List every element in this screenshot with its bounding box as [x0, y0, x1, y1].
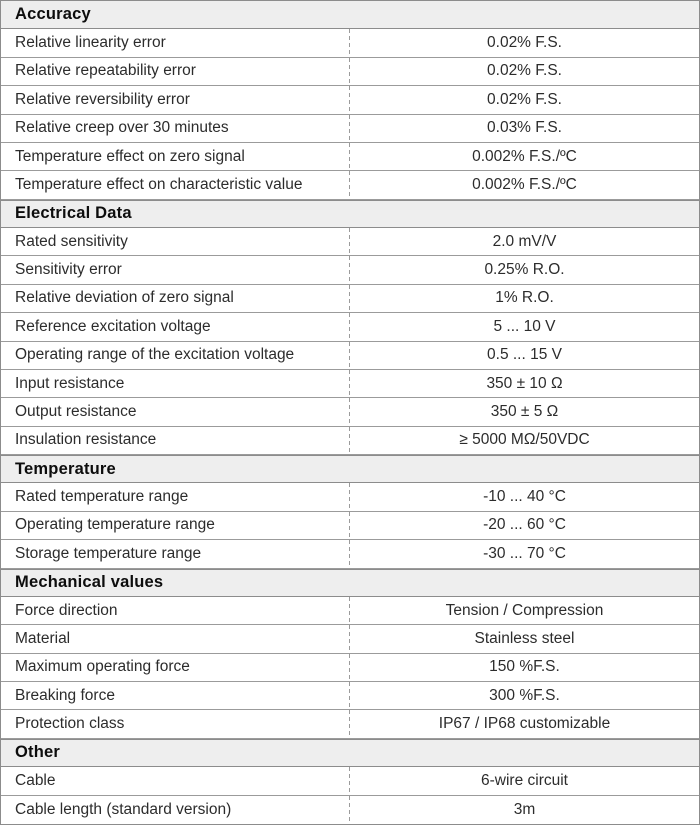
spec-label: Operating temperature range — [1, 512, 350, 539]
spec-value: 0.02% F.S. — [487, 34, 562, 52]
spec-row-relative-deviation-of-zero-signal — [1, 285, 699, 313]
spec-section-other — [1, 739, 699, 824]
section-title: Other — [15, 743, 61, 762]
spec-label: Rated temperature range — [1, 483, 350, 510]
spec-row-operating-range-of-the-excitation-voltage — [1, 342, 699, 370]
spec-value: 0.002% F.S./ºC — [472, 175, 577, 193]
spec-label: Cable length (standard version) — [1, 796, 350, 824]
section-header-mechanical-values — [1, 569, 699, 597]
section-header-temperature — [1, 455, 699, 483]
spec-label: Temperature effect on zero signal — [1, 143, 350, 170]
spec-row-insulation-resistance — [1, 427, 699, 455]
section-title: Electrical Data — [15, 204, 132, 223]
spec-section-electrical-data — [1, 200, 699, 455]
spec-label: Maximum operating force — [1, 654, 350, 681]
spec-value: 0.25% R.O. — [484, 261, 565, 279]
spec-value: IP67 / IP68 customizable — [438, 715, 611, 733]
spec-label: Force direction — [1, 597, 350, 624]
spec-label: Material — [1, 625, 350, 652]
spec-value: 3m — [513, 800, 536, 818]
spec-row-cable-length-standard-version — [1, 796, 699, 824]
spec-value: 5 ... 10 V — [493, 317, 556, 335]
spec-row-reference-excitation-voltage — [1, 313, 699, 341]
spec-label: Relative repeatability error — [1, 58, 350, 85]
spec-label: Storage temperature range — [1, 540, 350, 567]
section-title: Temperature — [15, 459, 116, 478]
spec-value: -20 ... 60 °C — [483, 516, 566, 534]
spec-label: Sensitivity error — [1, 256, 350, 283]
spec-label: Cable — [1, 767, 350, 794]
spec-section-accuracy — [1, 1, 699, 200]
spec-value: -10 ... 40 °C — [483, 488, 566, 506]
spec-label: Operating range of the excitation voltage — [1, 342, 350, 369]
spec-row-rated-sensitivity — [1, 228, 699, 256]
spec-value: 6-wire circuit — [481, 771, 568, 789]
section-title: Mechanical values — [15, 573, 164, 592]
spec-value: 300 %F.S. — [489, 686, 560, 704]
spec-row-temperature-effect-on-zero-signal — [1, 143, 699, 171]
section-header-accuracy — [1, 1, 699, 29]
spec-value: 0.02% F.S. — [487, 90, 562, 108]
spec-row-protection-class — [1, 710, 699, 738]
spec-row-storage-temperature-range — [1, 540, 699, 568]
spec-value: 0.002% F.S./ºC — [472, 147, 577, 165]
spec-row-maximum-operating-force — [1, 654, 699, 682]
spec-value: ≥ 5000 MΩ/50VDC — [459, 431, 590, 449]
spec-label: Rated sensitivity — [1, 228, 350, 255]
spec-row-output-resistance — [1, 398, 699, 426]
spec-value: 2.0 mV/V — [492, 232, 557, 250]
spec-label: Reference excitation voltage — [1, 313, 350, 340]
spec-label: Temperature effect on characteristic value — [1, 171, 350, 198]
spec-label: Output resistance — [1, 398, 350, 425]
spec-label: Relative deviation of zero signal — [1, 285, 350, 312]
spec-section-mechanical-values — [1, 569, 699, 739]
spec-row-relative-repeatability-error — [1, 58, 699, 86]
spec-row-relative-creep-over-30-minutes — [1, 115, 699, 143]
spec-row-operating-temperature-range — [1, 512, 699, 540]
spec-section-temperature — [1, 455, 699, 569]
spec-value: 0.5 ... 15 V — [487, 346, 562, 364]
spec-row-sensitivity-error — [1, 256, 699, 284]
spec-row-relative-reversibility-error — [1, 86, 699, 114]
spec-row-input-resistance — [1, 370, 699, 398]
spec-label: Relative reversibility error — [1, 86, 350, 113]
section-header-electrical-data — [1, 200, 699, 228]
spec-value: 150 %F.S. — [489, 658, 560, 676]
spec-row-breaking-force — [1, 682, 699, 710]
spec-row-rated-temperature-range — [1, 483, 699, 511]
spec-value: Tension / Compression — [445, 601, 604, 619]
spec-value: 0.02% F.S. — [487, 62, 562, 80]
spec-value: -30 ... 70 °C — [483, 544, 566, 562]
spec-label: Breaking force — [1, 682, 350, 709]
spec-value: 0.03% F.S. — [487, 119, 562, 137]
spec-row-material — [1, 625, 699, 653]
spec-row-cable — [1, 767, 699, 795]
spec-label: Insulation resistance — [1, 427, 350, 454]
spec-value: Stainless steel — [474, 629, 575, 647]
spec-value: 350 ± 5 Ω — [490, 402, 559, 420]
section-title: Accuracy — [15, 5, 91, 24]
spec-row-temperature-effect-on-characteristic-value — [1, 171, 699, 199]
section-header-other — [1, 739, 699, 767]
spec-value: 350 ± 10 Ω — [486, 374, 563, 392]
spec-value: 1% R.O. — [495, 289, 554, 307]
spec-label: Relative linearity error — [1, 29, 350, 56]
spec-row-relative-linearity-error — [1, 29, 699, 57]
spec-label: Input resistance — [1, 370, 350, 397]
spec-row-force-direction — [1, 597, 699, 625]
spec-label: Protection class — [1, 710, 350, 737]
spec-label: Relative creep over 30 minutes — [1, 115, 350, 142]
